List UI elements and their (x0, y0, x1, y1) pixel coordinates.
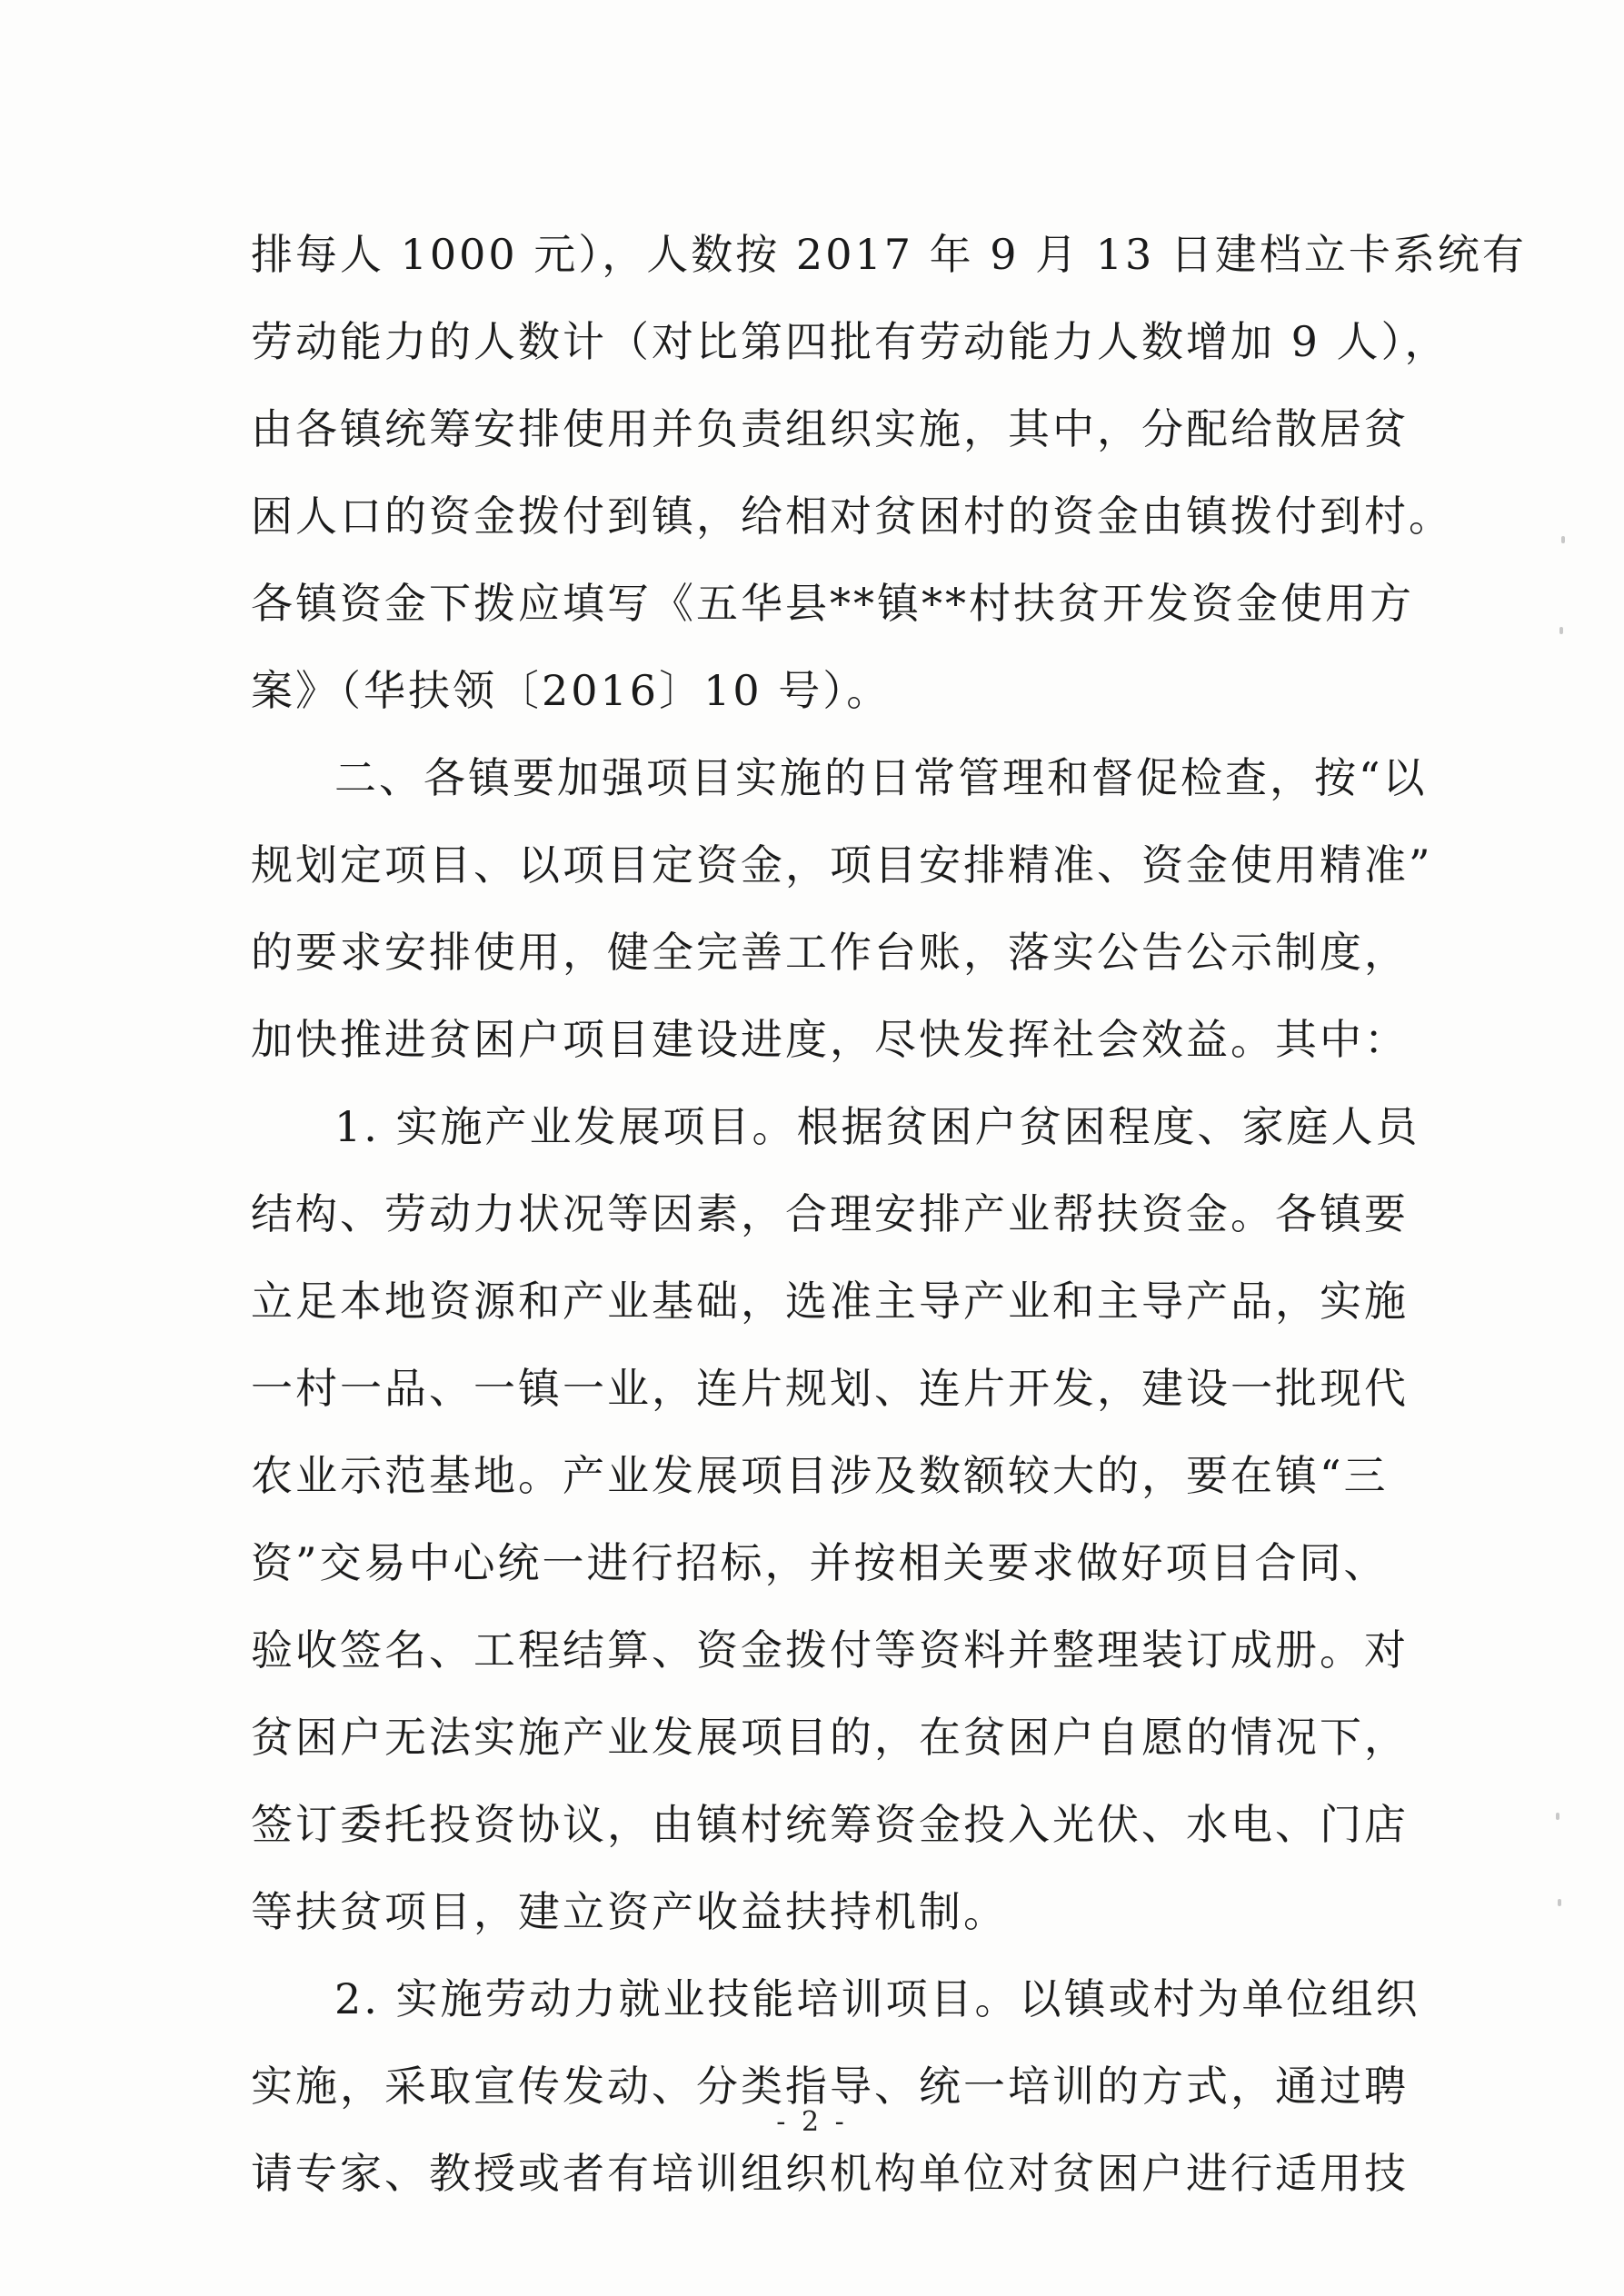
item-1-line-3: 立足本地资源和产业基础，选准主导产业和主导产品，实施 (251, 1277, 1409, 1326)
scan-speck (1558, 1899, 1561, 1906)
item-1-line-9: 签订委托投资协议，由镇村统筹资金投入光伏、水电、门店 (251, 1800, 1409, 1849)
item-2-line-2: 实施，采取宣传发动、分类指导、统一培训的方式，通过聘 (251, 2062, 1409, 2111)
item-2-line-3: 请专家、教授或者有培训组织机构单位对贫困户进行适用技 (251, 2149, 1409, 2198)
item-2-line-1: 2. 实施劳动力就业技能培训项目。以镇或村为单位组织 (334, 1974, 1420, 2023)
scan-speck (1561, 536, 1565, 543)
item-1-line-6: 资”交易中心统一进行招标，并按相关要求做好项目合同、 (251, 1538, 1389, 1587)
item-1-line-7: 验收签名、工程结算、资金拨付等资料并整理装订成册。对 (251, 1625, 1409, 1675)
paragraph-2-line-2: 规划定项目、以项目定资金，项目安排精准、资金使用精准” (251, 840, 1433, 890)
text-line-4: 困人口的资金拨付到镇，给相对贫困村的资金由镇拨付到村。 (251, 492, 1453, 541)
item-1-line-5: 农业示范基地。产业发展项目涉及数额较大的，要在镇“三 (251, 1451, 1389, 1500)
item-1-line-4: 一村一品、一镇一业，连片规划、连片开发，建设一批现代 (251, 1364, 1409, 1413)
item-1-line-10: 等扶贫项目，建立资产收益扶持机制。 (251, 1887, 1008, 1936)
item-1-line-2: 结构、劳动力状况等因素，合理安排产业帮扶资金。各镇要 (251, 1189, 1409, 1238)
item-1-line-1: 1. 实施产业发展项目。根据贫困户贫困程度、家庭人员 (334, 1102, 1420, 1151)
scan-speck (1559, 627, 1563, 634)
text-line-6: 案》（华扶领〔2016〕10 号）。 (251, 666, 892, 715)
paragraph-2-line-1: 二、各镇要加强项目实施的日常管理和督促检查，按“以 (334, 753, 1428, 802)
text-line-1: 排每人 1000 元），人数按 2017 年 9 月 13 日建档立卡系统有 (251, 230, 1527, 279)
text-line-3: 由各镇统筹安排使用并负责组织实施，其中，分配给散居贫 (251, 404, 1409, 453)
page-number: - 2 - (776, 2106, 848, 2138)
text-line-2: 劳动能力的人数计（对比第四批有劳动能力人数增加 9 人）， (251, 317, 1450, 366)
item-1-line-8: 贫困户无法实施产业发展项目的，在贫困户自愿的情况下， (251, 1713, 1409, 1762)
scan-speck (1556, 1813, 1559, 1820)
text-line-5: 各镇资金下拨应填写《五华县**镇**村扶贫开发资金使用方 (251, 579, 1414, 628)
paragraph-2-line-4: 加快推进贫困户项目建设进度，尽快发挥社会效益。其中： (251, 1015, 1409, 1064)
paragraph-2-line-3: 的要求安排使用，健全完善工作台账，落实公告公示制度， (251, 928, 1409, 977)
document-body (251, 211, 1527, 2217)
